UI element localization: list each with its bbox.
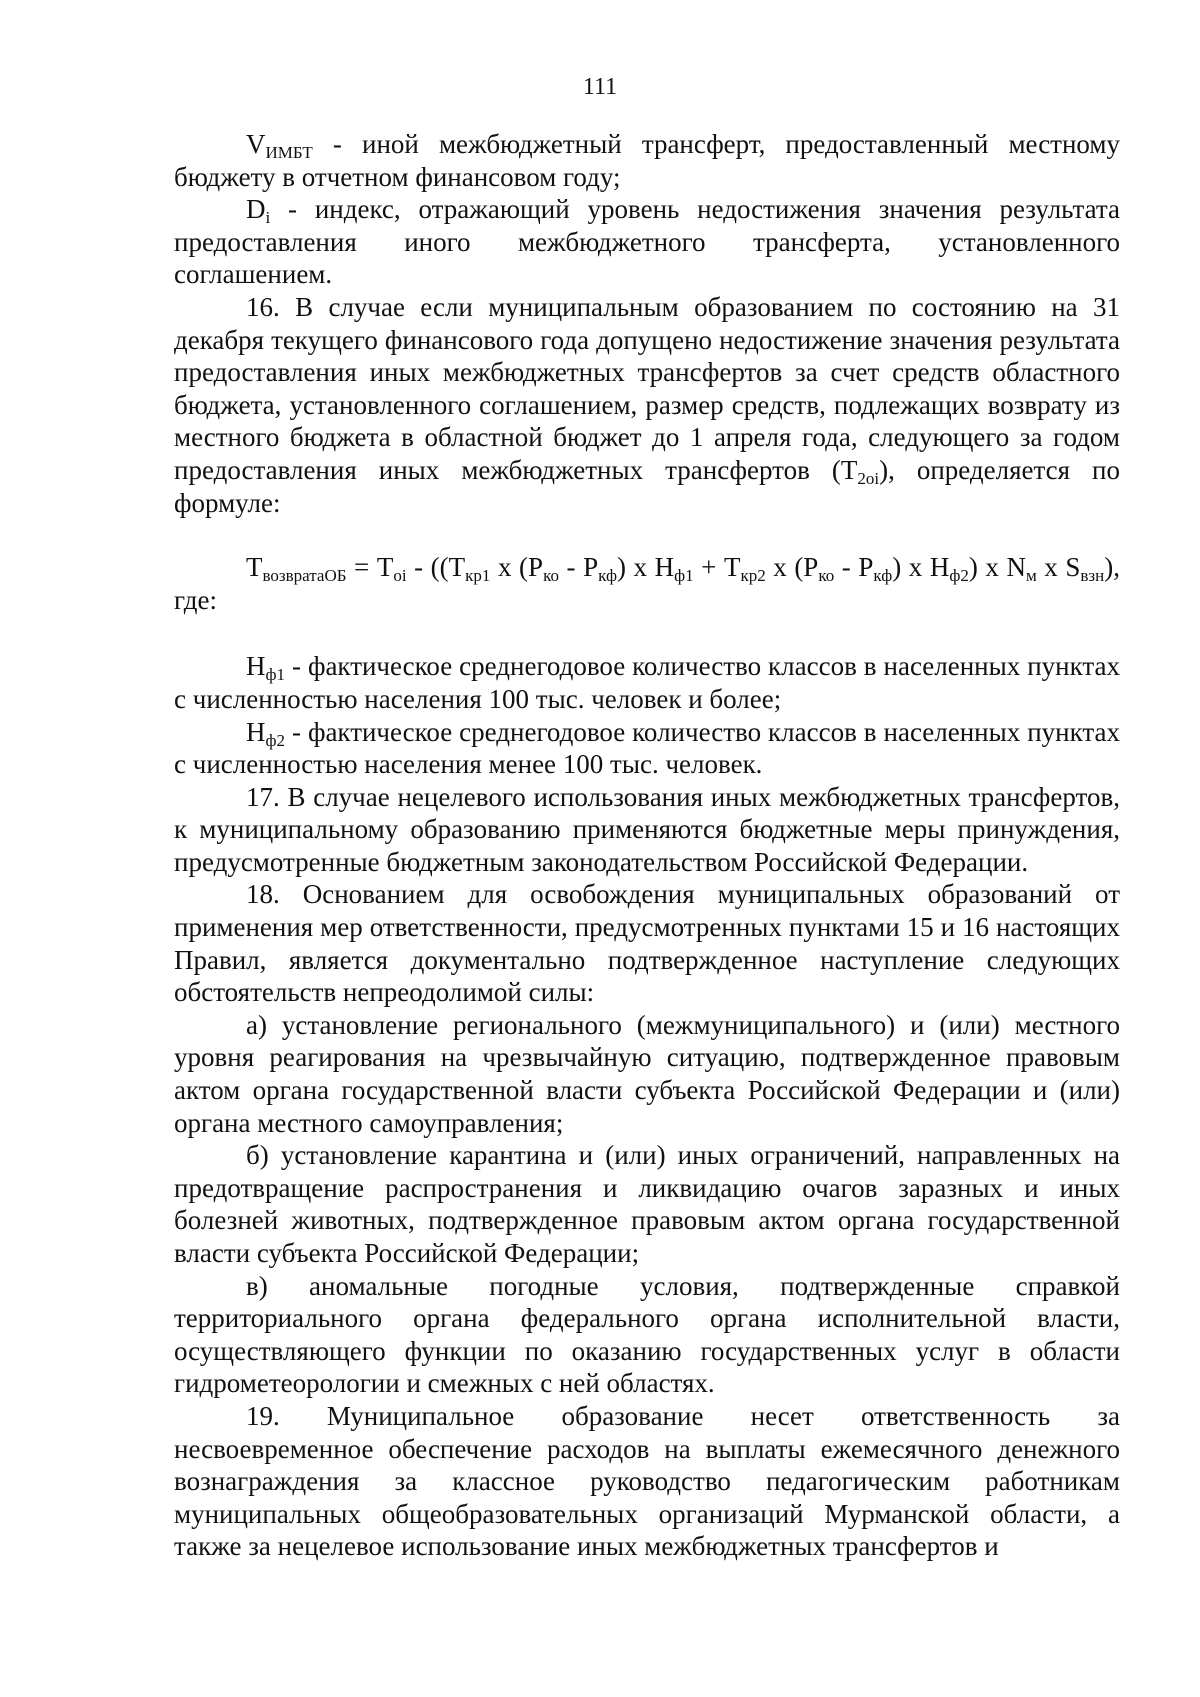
formula-part: = Т bbox=[346, 552, 394, 583]
formula-subscript: oi bbox=[393, 566, 407, 586]
formula-subscript: кф bbox=[598, 566, 617, 586]
symbol-h: Н bbox=[246, 716, 266, 747]
subscript-f2: ф2 bbox=[265, 730, 286, 750]
formula-part: - Р bbox=[558, 552, 599, 583]
paragraph-18-v: в) аномальные погодные условия, подтвержденные справкой территориального органа федерального органа исполнительной власти, осуществляющего функции по оказанию государственных услуг в области гидрометеорологии и смежных с ней областях. bbox=[174, 1270, 1120, 1399]
formula-part: х S bbox=[1036, 552, 1081, 583]
formula-subscript: кф bbox=[873, 566, 893, 586]
formula-subscript: возвратаОБ bbox=[262, 566, 347, 586]
definition-text: - индекс, отражающий уровень недостижения значения результата предоставления иного межбюджетного трансферта, установленного соглашением. bbox=[174, 194, 1120, 290]
symbol-d: D bbox=[246, 194, 266, 225]
formula-part: ) х N bbox=[968, 552, 1026, 583]
formula-part: х (Р bbox=[765, 552, 819, 583]
paragraph-16-text: 16. В случае если муниципальным образованием по состоянию на 31 декабря текущего финансового года допущено недостижение значения результата предоставления иных межбюджетных трансфертов за счет средств областного бюджета, установленного соглашением, размер средств, подлежащих возврату из местного бюджета в областной бюджет до 1 апреля года, следующего за годом предоставления иных межбюджетных трансфертов (Т bbox=[174, 291, 1120, 485]
formula-part: - Р bbox=[834, 552, 874, 583]
formula-subscript: ф1 bbox=[674, 566, 694, 586]
subscript-f1: ф1 bbox=[265, 665, 286, 685]
formula-part: х (Р bbox=[490, 552, 544, 583]
paragraph-16-tail: ), определяется по формуле: bbox=[174, 454, 1121, 518]
paragraph-19: 19. Муниципальное образование несет ответственность за несвоевременное обеспечение расходов на выплаты ежемесячного денежного вознаграждения за классное руководство педагогическим работникам муниципальных общеобразовательных организаций Мурманской области, а также за нецелевое использование иных межбюджетных трансфертов и bbox=[174, 1400, 1120, 1562]
subscript-i: i bbox=[265, 208, 271, 228]
subscript-2oi: 2oi bbox=[857, 468, 880, 488]
symbol-h: Н bbox=[246, 651, 266, 682]
document-body bbox=[174, 128, 1120, 1563]
symbol-v: V bbox=[246, 129, 266, 159]
definition-h-f1 bbox=[174, 650, 1120, 715]
paragraph-18-a: а) установление регионального (межмуниципального) и (или) местного уровня реагирования на чрезвычайную ситуацию, подтвержденное правовым актом органа государственной власти субъекта Российской Федерации и (или) органа местного самоуправления; bbox=[174, 1009, 1120, 1138]
formula-part: Т bbox=[246, 552, 263, 583]
formula bbox=[174, 551, 1120, 616]
definition-text: - фактическое среднегодовое количество классов в населенных пунктах с численностью населения 100 тыс. человек и более; bbox=[174, 651, 1120, 714]
paragraph-16 bbox=[174, 291, 1120, 519]
formula-subscript: м bbox=[1025, 566, 1037, 586]
formula-part: ) х Н bbox=[616, 552, 675, 583]
formula-part: + Т bbox=[693, 552, 741, 583]
paragraph-17: 17. В случае нецелевого использования иных межбюджетных трансфертов, к муниципальному образованию применяются бюджетные меры принуждения, предусмотренные бюджетным законодательством Российской Федерации. bbox=[174, 781, 1120, 877]
formula-part: ), где: bbox=[174, 552, 1120, 615]
definition-h-f2 bbox=[174, 716, 1120, 781]
definition-text: - иной межбюджетный трансферт, предоставленный местному бюджету в отчетном финансовом году; bbox=[174, 129, 1120, 192]
paragraph-18: 18. Основанием для освобождения муниципальных образований от применения мер ответственности, предусмотренных пунктами 15 и 16 настоящих Правил, является документально подтвержденное наступление следующих обстоятельств непреодолимой силы: bbox=[174, 879, 1120, 1008]
definition-v-imbt bbox=[174, 128, 1120, 193]
page-number: 111 bbox=[582, 74, 618, 100]
definition-d-i bbox=[174, 193, 1120, 291]
formula-subscript: ф2 bbox=[949, 566, 969, 586]
paragraph-18-b: б) установление карантина и (или) иных ограничений, направленных на предотвращение распространения и ликвидацию очагов заразных и иных болезней животных, подтвержденное правовым актом органа государственной власти субъекта Российской Федерации; bbox=[174, 1140, 1120, 1268]
definition-text: - фактическое среднегодовое количество классов в населенных пунктах с численностью населения менее 100 тыс. человек. bbox=[174, 716, 1120, 780]
subscript-imbt: ИМБТ bbox=[265, 143, 313, 162]
formula-subscript: ко bbox=[543, 566, 559, 586]
formula-subscript: взн bbox=[1080, 566, 1105, 586]
formula-part: - ((Т bbox=[406, 552, 466, 583]
formula-subscript: кр1 bbox=[465, 566, 491, 586]
formula-subscript: кр2 bbox=[740, 566, 766, 586]
formula-subscript: ко bbox=[818, 566, 835, 586]
formula-part: ) х Н bbox=[892, 552, 950, 583]
